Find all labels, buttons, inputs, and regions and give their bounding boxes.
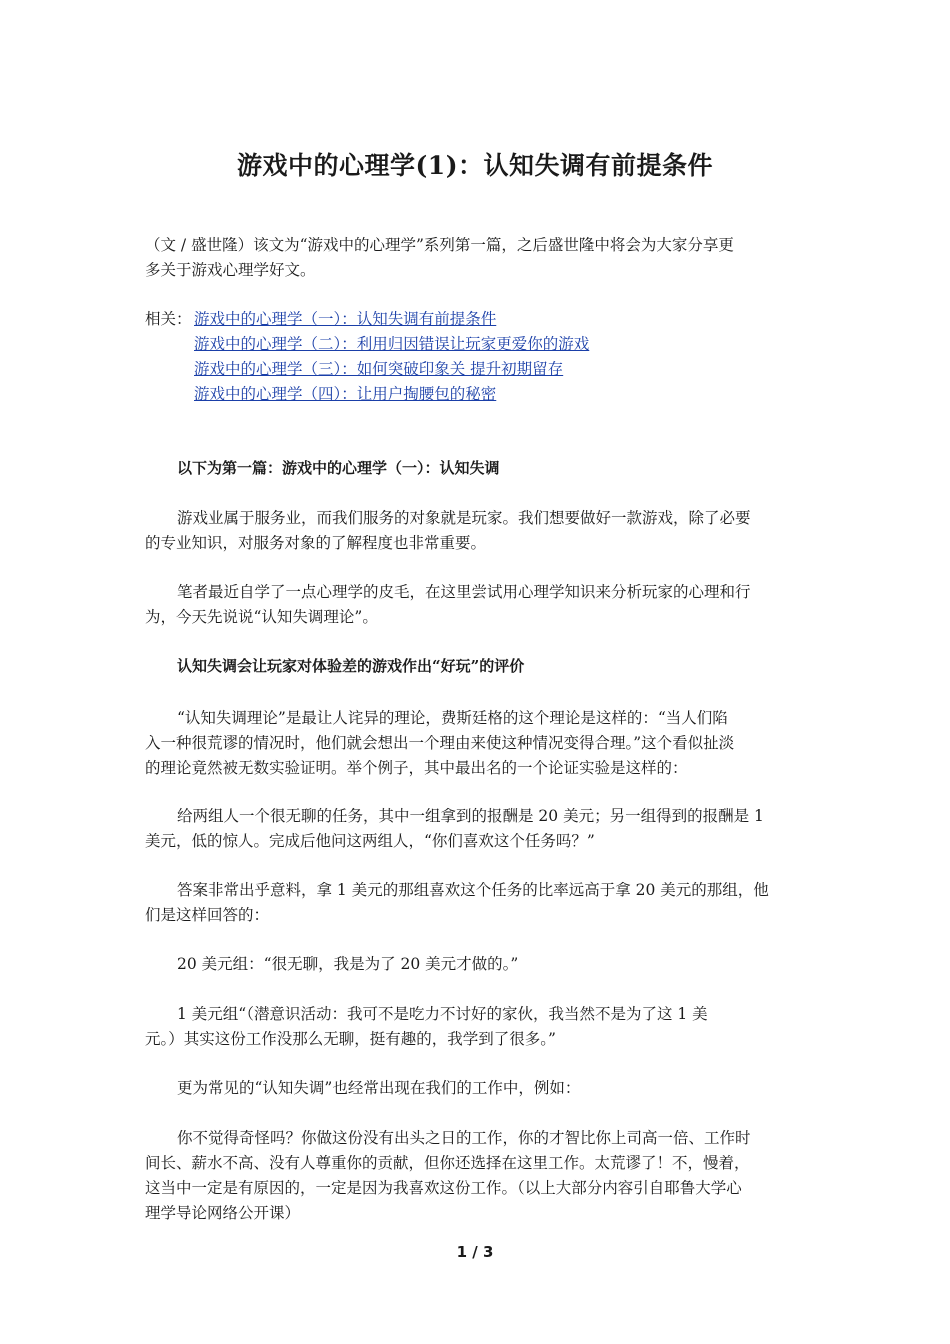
intro-line-2: 多关于游戏心理学好文。 bbox=[145, 261, 316, 279]
paragraph-5 bbox=[145, 878, 810, 928]
related-link-4[interactable]: 游戏中的心理学（四）：让用户掏腰包的秘密 bbox=[194, 385, 497, 403]
paragraph-4 bbox=[145, 804, 810, 854]
paragraph-3-line-1: “认知失调理论”是最让人诧异的理论，费斯廷格的这个理论是这样的：“当人们陷 bbox=[177, 709, 728, 727]
paragraph-8 bbox=[145, 1076, 810, 1101]
section-heading-2-text: 认知失调会让玩家对体验差的游戏作出“好玩”的评价 bbox=[177, 657, 525, 675]
paragraph-6 bbox=[145, 952, 810, 977]
paragraph-5-line-2: 们是这样回答的： bbox=[145, 906, 270, 924]
paragraph-6-line-1: 20 美元组：“很无聊，我是为了 20 美元才做的。” bbox=[177, 955, 519, 973]
paragraph-9 bbox=[145, 1126, 810, 1226]
related-links bbox=[194, 307, 589, 407]
intro-paragraph bbox=[145, 233, 810, 283]
intro-line-1: （文 / 盛世隆）该文为“游戏中的心理学”系列第一篇，之后盛世隆中将会为大家分享更 bbox=[145, 236, 734, 254]
page-number: 1 / 3 bbox=[456, 1243, 494, 1261]
paragraph-3-line-2: 入一种很荒谬的情况时，他们就会想出一个理由来使这种情况变得合理。”这个看似扯淡 bbox=[145, 734, 735, 752]
paragraph-7-line-2: 元。）其实这份工作没那么无聊，挺有趣的，我学到了很多。” bbox=[145, 1030, 556, 1048]
paragraph-9-line-3: 这当中一定是有原因的，一定是因为我喜欢这份工作。（以上大部分内容引自耶鲁大学心 bbox=[145, 1179, 742, 1197]
paragraph-3 bbox=[145, 706, 810, 781]
document-title: 游戏中的心理学(1)：认知失调有前提条件 bbox=[236, 151, 714, 180]
paragraph-4-line-2: 美元，低的惊人。完成后他问这两组人，“你们喜欢这个任务吗？” bbox=[145, 832, 595, 850]
paragraph-2 bbox=[145, 580, 810, 630]
section-heading-1-text: 以下为第一篇：游戏中的心理学（一）：认知失调 bbox=[177, 459, 500, 477]
section-heading-2 bbox=[145, 654, 810, 679]
paragraph-9-line-4: 理学导论网络公开课） bbox=[145, 1204, 301, 1222]
section-heading-1 bbox=[145, 456, 810, 481]
paragraph-7 bbox=[145, 1002, 810, 1052]
paragraph-8-line-1: 更为常见的“认知失调”也经常出现在我们的工作中，例如： bbox=[177, 1079, 581, 1097]
related-link-2[interactable]: 游戏中的心理学（二）：利用归因错误让玩家更爱你的游戏 bbox=[194, 335, 590, 353]
paragraph-4-line-1: 给两组人一个很无聊的任务，其中一组拿到的报酬是 20 美元；另一组得到的报酬是 1 bbox=[177, 807, 764, 825]
paragraph-9-line-2: 间长、薪水不高、没有人尊重你的贡献，但你还选择在这里工作。太荒谬了！不，慢着， bbox=[145, 1154, 750, 1172]
related-label: 相关： bbox=[145, 310, 192, 328]
paragraph-1 bbox=[145, 506, 810, 556]
paragraph-5-line-1: 答案非常出乎意料，拿 1 美元的那组喜欢这个任务的比率远高于拿 20 美元的那组，他 bbox=[177, 881, 769, 899]
paragraph-3-line-3: 的理论竟然被无数实验证明。举个例子，其中最出名的一个论证实验是这样的： bbox=[145, 759, 688, 777]
paragraph-2-line-1: 笔者最近自学了一点心理学的皮毛，在这里尝试用心理学知识来分析玩家的心理和行 bbox=[177, 583, 751, 601]
paragraph-7-line-1: 1 美元组“（潜意识活动：我可不是吃力不讨好的家伙，我当然不是为了这 1 美 bbox=[177, 1005, 708, 1023]
paragraph-2-line-2: 为，今天先说说“认知失调理论”。 bbox=[145, 608, 378, 626]
paragraph-9-line-1: 你不觉得奇怪吗？你做这份没有出头之日的工作，你的才智比你上司高一倍、工作时 bbox=[177, 1129, 751, 1147]
paragraph-1-line-1: 游戏业属于服务业，而我们服务的对象就是玩家。我们想要做好一款游戏，除了必要 bbox=[177, 509, 751, 527]
related-link-3[interactable]: 游戏中的心理学（三）：如何突破印象关 提升初期留存 bbox=[194, 360, 564, 378]
paragraph-1-line-2: 的专业知识，对服务对象的了解程度也非常重要。 bbox=[145, 534, 487, 552]
related-link-1[interactable]: 游戏中的心理学（一）：认知失调有前提条件 bbox=[194, 310, 497, 328]
